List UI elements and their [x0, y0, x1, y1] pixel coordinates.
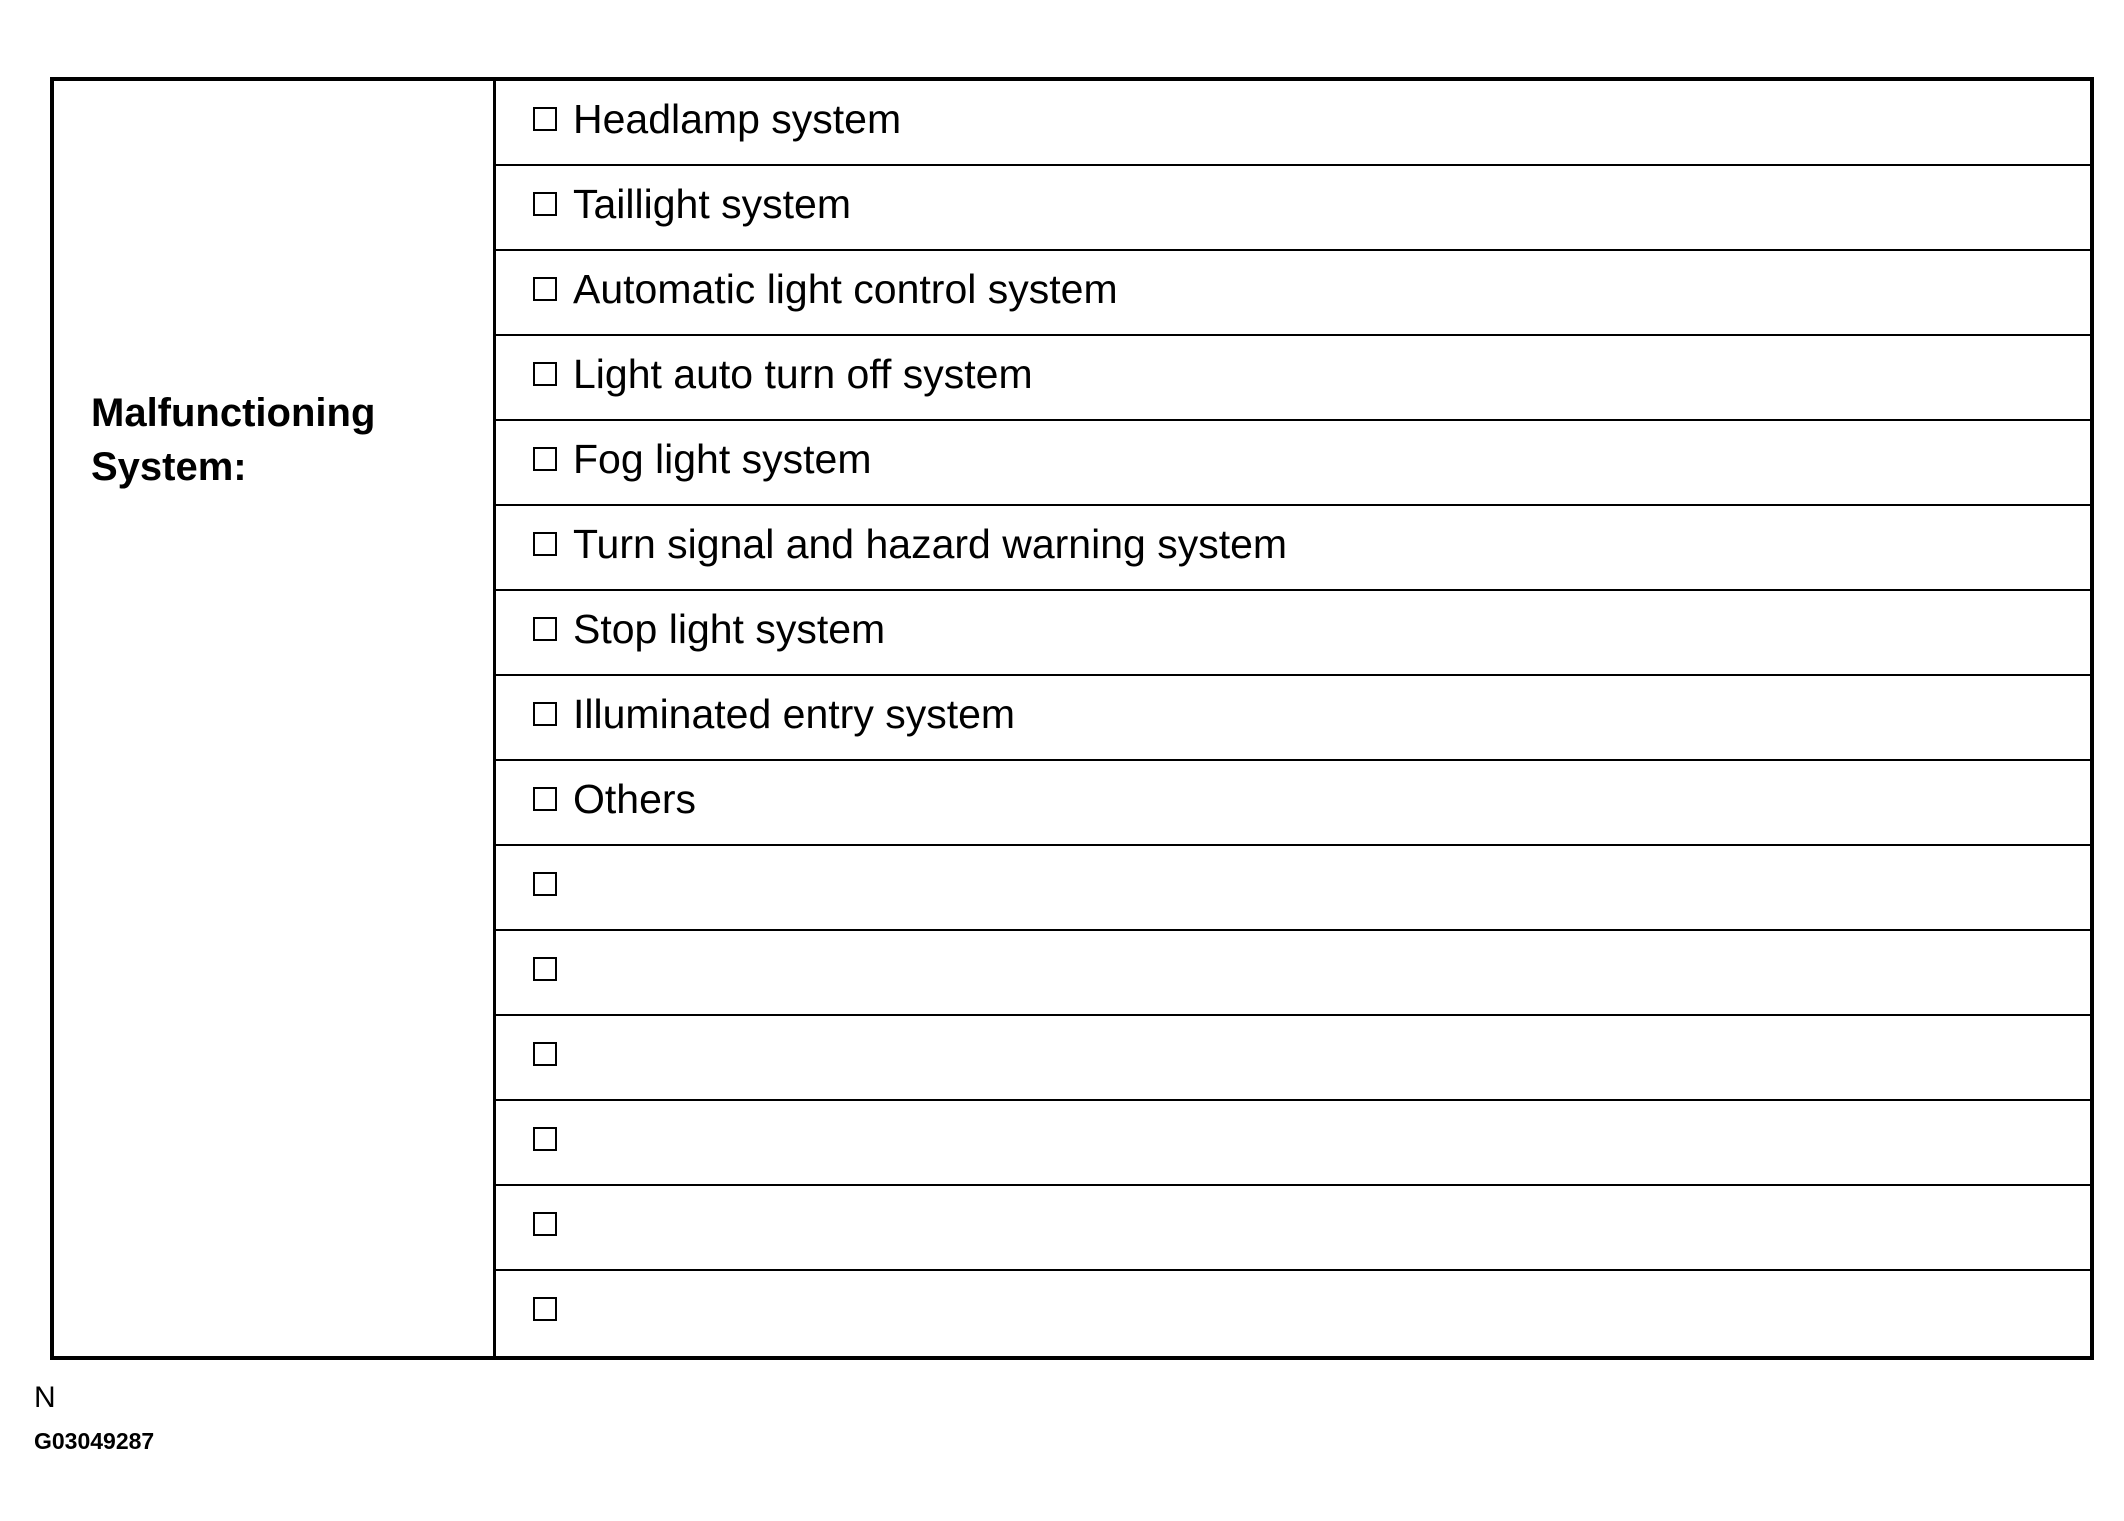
option-label: Others	[573, 775, 697, 822]
option-row-blank-5[interactable]	[496, 1186, 2090, 1271]
checkbox[interactable]	[533, 362, 557, 386]
option-row-blank-4[interactable]	[496, 1101, 2090, 1186]
label-line-2: System:	[91, 445, 247, 489]
option-row-illuminated-entry[interactable]	[496, 676, 2090, 761]
option-row-turn-signal-hazard[interactable]	[496, 506, 2090, 591]
checkbox[interactable]	[533, 702, 557, 726]
checkbox[interactable]	[533, 447, 557, 471]
option-row-stop-light[interactable]	[496, 591, 2090, 676]
option-row-blank-2[interactable]	[496, 931, 2090, 1016]
option-label: Fog light system	[573, 435, 872, 482]
option-label: Taillight system	[573, 180, 851, 227]
checkbox[interactable]	[533, 277, 557, 301]
option-row-light-auto-turn-off[interactable]	[496, 336, 2090, 421]
option-row-blank-3[interactable]	[496, 1016, 2090, 1101]
option-row-headlamp[interactable]	[496, 81, 2090, 166]
option-row-automatic-light-control[interactable]	[496, 251, 2090, 336]
label-line-1: Malfunctioning	[91, 391, 376, 435]
checkbox[interactable]	[533, 872, 557, 896]
option-label: Automatic light control system	[573, 265, 1118, 312]
option-label: Turn signal and hazard warning system	[573, 520, 1288, 567]
label-cell	[54, 81, 496, 1356]
option-label: Headlamp system	[573, 95, 902, 142]
figure-code: G03049287	[34, 1428, 155, 1454]
checkbox[interactable]	[533, 192, 557, 216]
footer-letter: N	[34, 1381, 56, 1414]
checkbox[interactable]	[533, 787, 557, 811]
checkbox[interactable]	[533, 617, 557, 641]
option-label: Illuminated entry system	[573, 690, 1016, 737]
checkbox[interactable]	[533, 1042, 557, 1066]
checkbox[interactable]	[533, 1297, 557, 1321]
option-row-blank-1[interactable]	[496, 846, 2090, 931]
option-row-others[interactable]	[496, 761, 2090, 846]
checkbox[interactable]	[533, 107, 557, 131]
malfunctioning-system-label	[91, 386, 471, 494]
option-label: Light auto turn off system	[573, 350, 1033, 397]
checkbox[interactable]	[533, 957, 557, 981]
option-label: Stop light system	[573, 605, 886, 652]
option-row-taillight[interactable]	[496, 166, 2090, 251]
malfunctioning-system-table	[50, 77, 2094, 1360]
options-list	[496, 81, 2090, 1356]
checkbox[interactable]	[533, 1212, 557, 1236]
checkbox[interactable]	[533, 532, 557, 556]
checkbox[interactable]	[533, 1127, 557, 1151]
option-row-blank-6[interactable]	[496, 1271, 2090, 1356]
option-row-fog-light[interactable]	[496, 421, 2090, 506]
